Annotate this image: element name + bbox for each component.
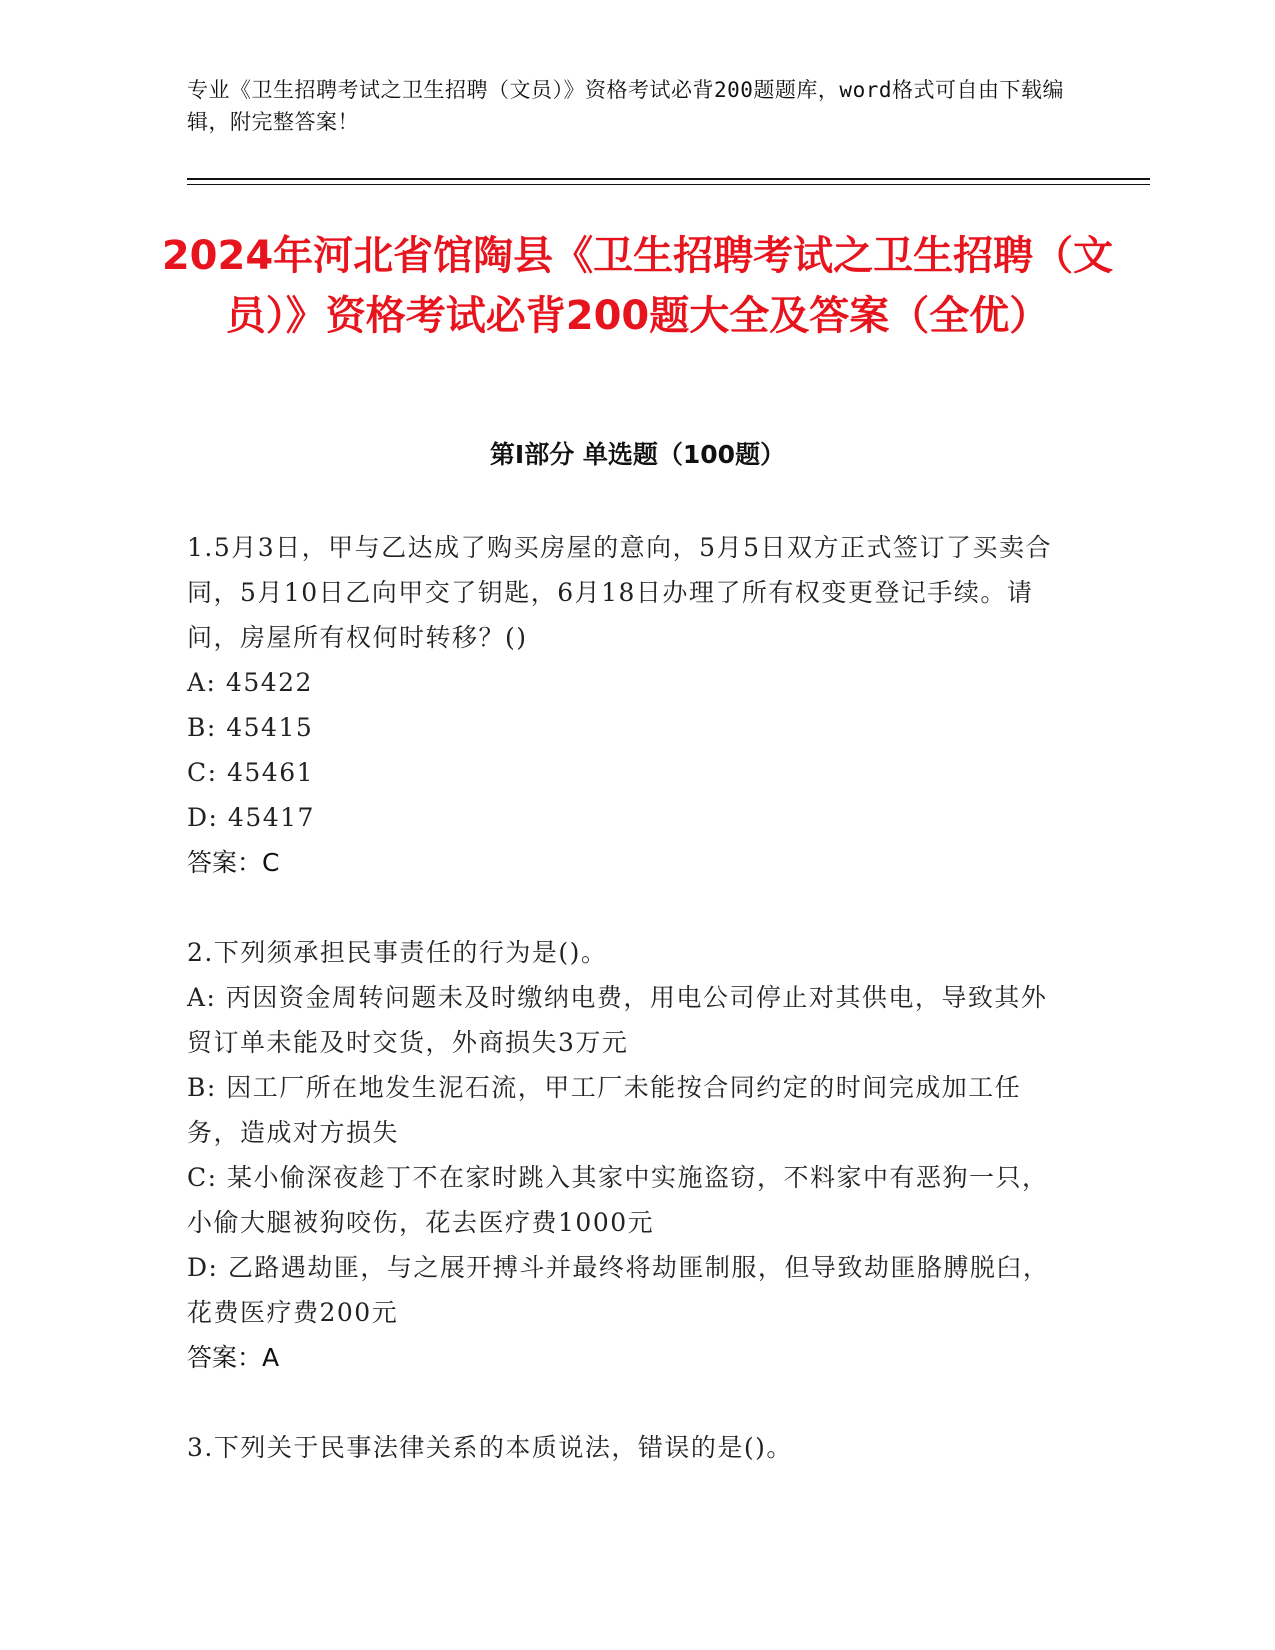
document-title: 2024年河北省馆陶县《卫生招聘考试之卫生招聘（文员）》资格考试必背200题大全及答案（全优） — [161, 233, 1114, 339]
header-note: 专业《卫生招聘考试之卫生招聘（文员）》资格考试必背200题题库，word格式可自由下载编辑，附完整答案！ — [187, 78, 1064, 134]
question-text: 2.下列须承担民事责任的行为是()。 — [187, 938, 608, 967]
option-a: A: 45422 — [187, 668, 313, 697]
section-title: 第Ⅰ部分 单选题（100题） — [489, 440, 786, 469]
option-a: A: 丙因资金周转问题未及时缴纳电费，用电公司停止对其供电，导致其外贸订单未能及时交货，外商损失3万元 — [187, 983, 1048, 1057]
question-text: 3.下列关于民事法律关系的本质说法，错误的是()。 — [187, 1433, 793, 1462]
option-b: B: 因工厂所在地发生泥石流，甲工厂未能按合同约定的时间完成加工任务，造成对方损失 — [187, 1073, 1022, 1147]
option-d: D: 45417 — [187, 803, 315, 832]
question-2 — [187, 930, 1067, 1380]
option-d: D: 乙路遇劫匪，与之展开搏斗并最终将劫匪制服，但导致劫匪胳膊脱臼，花费医疗费200元 — [187, 1253, 1050, 1327]
answer: 答案：C — [187, 848, 280, 877]
question-1 — [187, 525, 1067, 885]
option-c: C: 45461 — [187, 758, 315, 787]
header-divider-thin — [187, 184, 1150, 185]
answer: 答案：A — [187, 1343, 280, 1372]
option-b: B: 45415 — [187, 713, 314, 742]
option-c: C: 某小偷深夜趁丁不在家时跳入其家中实施盗窃，不料家中有恶狗一只，小偷大腿被狗咬伤，花去医疗费1000元 — [187, 1163, 1049, 1237]
question-3 — [187, 1425, 1067, 1470]
question-list — [187, 525, 1067, 1515]
question-text: 1.5月3日，甲与乙达成了购买房屋的意向，5月5日双方正式签订了买卖合同，5月10日乙向甲交了钥匙，6月18日办理了所有权变更登记手续。请问，房屋所有权何时转移？() — [187, 533, 1052, 652]
header-divider-thick — [187, 178, 1150, 180]
